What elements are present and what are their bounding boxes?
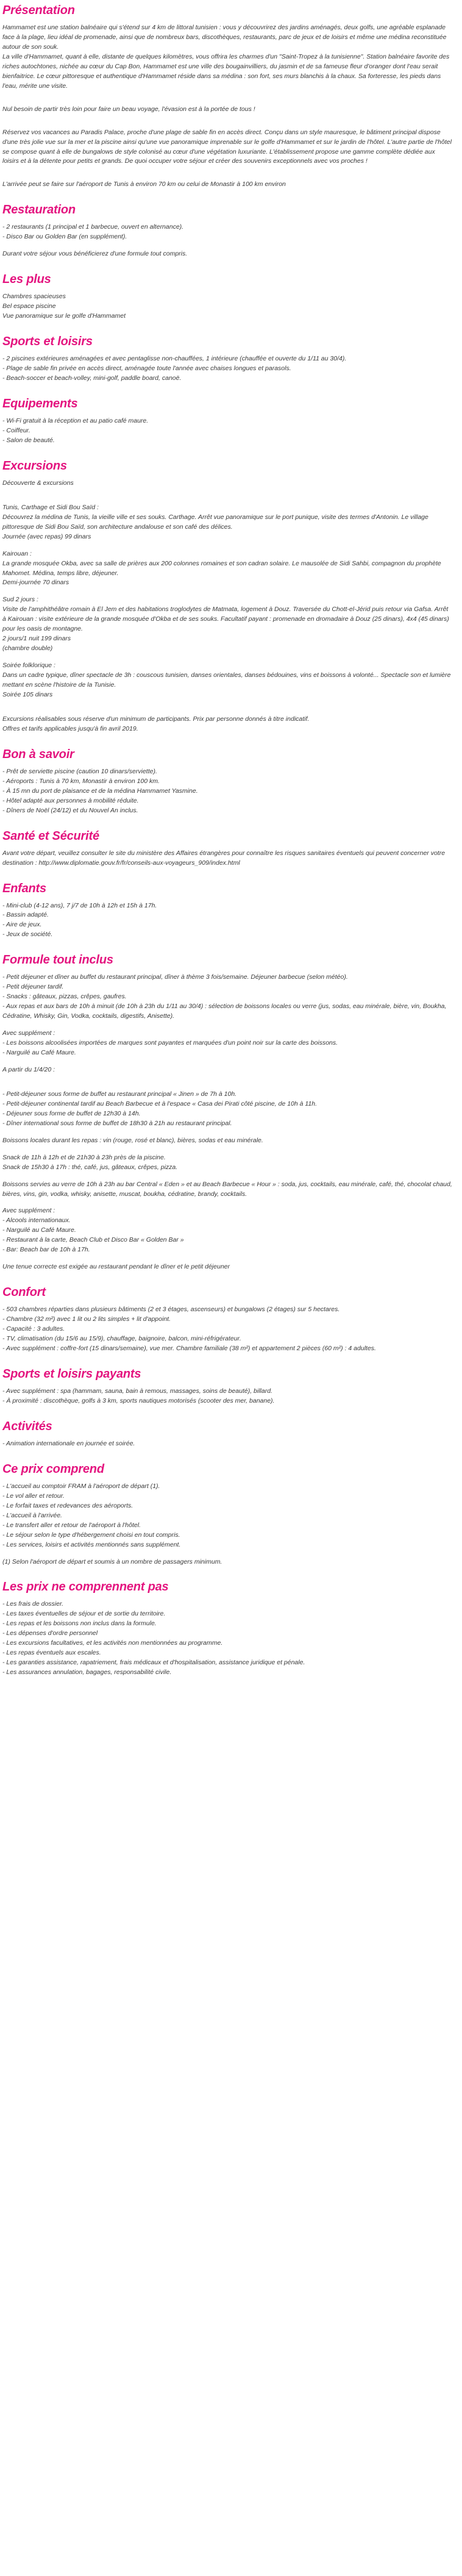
section-sports-loisirs <box>2 335 452 384</box>
section-title-confort: Confort <box>2 1286 46 1300</box>
restauration-item: - 2 restaurants (1 principal et 1 barbecue, ouvert en alternance). <box>2 223 184 231</box>
noncompris-item: - Les assurances annulation, bagages, responsabilité civile. <box>2 1669 172 1676</box>
excursion-price: Soirée 105 dinars <box>2 690 53 698</box>
noncompris-item: - Les repas éventuels aux escales. <box>2 1649 101 1657</box>
formule-item: Boissons servies au verre de 10h à 23h au bar Central « Eden » et au Beach Barbecue « Hour » : soda, jus, cocktails, eau minérale, café, thé, chocolat chaud, bières, vins, gin, vodka, whisky, anisette, muscat, boukha, cédratine, brandy, cocktails. <box>2 1180 452 1198</box>
payants-item: - À proximité : discothèque, golfs à 3 km, sports nautiques motorisés (scooter des mer, banane). <box>2 1397 275 1404</box>
section-title-presentation: Présentation <box>2 4 75 17</box>
section-title-sports-loisirs: Sports et loisirs <box>2 335 93 349</box>
enfants-item: - Aire de jeux. <box>2 921 42 929</box>
restauration-note: Durant votre séjour vous bénéficierez d'une formule tout compris. <box>2 250 188 258</box>
compris-item: - Le séjour selon le type d'hébergement choisi en tout compris. <box>2 1531 180 1539</box>
formule-item: - Petit déjeuner tardif. <box>2 983 64 991</box>
formule-item: - Restaurant à la carte, Beach Club et Disco Bar « Golden Bar » <box>2 1236 184 1244</box>
compris-item: - Les services, loisirs et activités mentionnés sans supplément. <box>2 1540 181 1548</box>
excursion-text: Mahomet. Médina, temps libre, déjeuner. <box>2 569 119 577</box>
formule-item: - Petit-déjeuner sous forme de buffet au restaurant principal « Jinen » de 7h à 10h. <box>2 1090 237 1098</box>
excursion-text: (chambre double) <box>2 645 53 653</box>
section-title-equipements: Equipements <box>2 396 78 410</box>
formule-item: Snack de 15h30 à 17h : thé, café, jus, gâteaux, crêpes, pizza. <box>2 1163 178 1171</box>
excursions-note: Offres et tarifs applicables jusqu'à fin avril 2019. <box>2 724 138 732</box>
formule-item: - Bar: Beach bar de 10h à 17h. <box>2 1246 90 1254</box>
formule-item: A partir du 1/4/20 : <box>2 1065 55 1073</box>
section-enfants <box>2 882 452 940</box>
section-equipements <box>2 397 452 446</box>
section-prix-comprend <box>2 1462 452 1567</box>
savoir-item: - Dîners de Noël (24/12) et du Nouvel An inclus. <box>2 806 138 814</box>
section-bon-a-savoir <box>2 748 452 816</box>
equipements-item: - Salon de beauté. <box>2 436 55 444</box>
noncompris-item: - Les garanties assistance, rapatriement, frais médicaux et d'hospitalisation, assistance juridique et pénale. <box>2 1659 305 1667</box>
enfants-item: - Jeux de société. <box>2 931 53 939</box>
formule-item: - Aux repas et aux bars de 10h à minuit (de 10h à 23h du 1/11 au 30/4) : sélection de boissons locales ou verre (jus, sodas, eau minérale, bière, vin, Boukha, Cédratine, Whisky, Gin, Vodka, cocktails, digestifs, Anisette). <box>2 1003 447 1020</box>
equipements-item: - Coiffeur. <box>2 426 30 434</box>
formule-item: - Snacks : gâteaux, pizzas, crêpes, gaufres. <box>2 993 127 1001</box>
sports-item: - Beach-soccer et beach-volley, mini-golf, paddle board, canoë. <box>2 374 182 382</box>
section-les-plus <box>2 273 452 321</box>
savoir-item: - Hôtel adapté aux personnes à mobilité réduite. <box>2 796 139 804</box>
presentation-paragraph: La ville d'Hammamet, quant à elle, distante de quelques kilomètres, vous offrira les charmes d'un "Saint-Tropez à la tunisienne". Station balnéaire favorite des riches autochtones, nichée au cœur du Cap Bon, Hammamet est une ville des bougainvilliers, du jasmin et de sa fameuse fleur d'oranger dont l'eau serait bienfaitrice. Le cœur pittoresque et authentique d'Hammamet réside dans sa médina : son fort, ses murs blanchis à la chaux. Sa forteresse, les pieds dans l'eau, mérite une visite. <box>2 52 450 90</box>
section-title-sante-securite: Santé et Sécurité <box>2 829 99 843</box>
noncompris-item: - Les repas et les boissons non inclus dans la formule. <box>2 1620 157 1628</box>
savoir-item: - Aéroports : Tunis à 70 km, Monastir à environ 100 km. <box>2 777 160 785</box>
activites-item: - Animation internationale en journée et soirée. <box>2 1439 135 1447</box>
formule-item: - Dîner international sous forme de buffet de 18h30 à 21h au restaurant principal. <box>2 1119 232 1127</box>
section-sante-securite <box>2 829 452 868</box>
excursion-heading: Tunis, Carthage et Sidi Bou Saïd : <box>2 503 99 511</box>
section-title-prix-comprend: Ce prix comprend <box>2 1462 104 1476</box>
section-restauration <box>2 203 452 259</box>
securite-text: Avant votre départ, veuillez consulter le site du ministère des Affaires étrangères pour connaître les risques sanitaires éventuels qui peuvent concerner votre destination : http://www.diplomatie.gouv.fr/fr/conseils-aux-voyageurs_909/index.html <box>2 849 446 867</box>
noncompris-item: - Les taxes éventuelles de séjour et de sortie du territoire. <box>2 1610 166 1618</box>
formule-item: - Narguilé au Café Maure. <box>2 1226 76 1234</box>
section-sports-payants <box>2 1367 452 1406</box>
excursion-text: Dans un cadre typique, dîner spectacle de 3h : couscous tunisien, danses orientales, danses bédouines, vins et boissons à volonté... Spectacle son et lumière <box>2 671 451 679</box>
excursion-heading: Kairouan : <box>2 549 32 557</box>
section-title-restauration: Restauration <box>2 203 76 217</box>
section-confort <box>2 1286 452 1354</box>
formule-item: - Déjeuner sous forme de buffet de 12h30 à 14h. <box>2 1109 141 1117</box>
compris-item: - L'accueil à l'arrivée. <box>2 1511 62 1519</box>
excursion-text: La grande mosquée Okba, avec sa salle de prières aux 200 colonnes romaines et son cadran solaire. Le mausolée de Sidi Sahbi, compagnon du prophète <box>2 559 441 567</box>
noncompris-item: - Les excursions facultatives, et les activités non mentionnées au programme. <box>2 1639 223 1647</box>
sports-item: - 2 piscines extérieures aménagées et avec pentaglisse non-chauffées, 1 intérieure (chauffée et ouverte du 1/11 au 30/4). <box>2 355 347 363</box>
sports-item: - Plage de sable fin privée en accès direct, aménagée toute l'année avec chaises longues et parasols. <box>2 365 291 373</box>
section-activites <box>2 1420 452 1449</box>
section-title-excursions: Excursions <box>2 459 67 473</box>
enfants-item: - Mini-club (4-12 ans), 7 j/7 de 10h à 12h et 15h à 17h. <box>2 901 157 909</box>
enfants-item: - Bassin adapté. <box>2 911 49 919</box>
excursion-heading: Sud 2 jours : <box>2 596 38 604</box>
excursion-price: Demi-journée 70 dinars <box>2 579 69 587</box>
les-plus-item: Chambres spacieuses <box>2 293 66 301</box>
restauration-item: - Disco Bar ou Golden Bar (en supplément). <box>2 233 127 241</box>
formule-item: - Les boissons alcoolisées importées de marques sont payantes et marquées d'un point noir sur la carte des boissons. <box>2 1039 338 1047</box>
presentation-paragraph: Réservez vos vacances au Paradis Palace, proche d'une plage de sable fin en accès direct. Conçu dans un style mauresque, le bâtiment principal dispose d'une très jolie vue sur la mer et la piscine ainsi qu'une vue panoramique imprenable sur le golfe d'Hammamet et sur le jardin de l'hôtel. L'autre partie de l'hôtel se compose quant à elle de bungalows de style colonisé au cœur d'une végétation luxuriante. L'établissement propose une gamme complète dédiée aux loisirs et à la détente pour petits et grands. De quoi occuper votre séjour et créer des souvenirs exceptionnels avec vos proches ! <box>2 128 452 165</box>
section-excursions <box>2 459 452 734</box>
section-title-enfants: Enfants <box>2 881 46 895</box>
formule-item: Boissons locales durant les repas : vin (rouge, rosé et blanc), bières, sodas et eau minérale. <box>2 1136 263 1144</box>
formule-item: - Petit déjeuner et dîner au buffet du restaurant principal, dîner à thème 3 fois/semaine. Déjeuner barbecue (selon météo). <box>2 973 348 981</box>
presentation-paragraph: Hammamet est une station balnéaire qui s'étend sur 4 km de littoral tunisien : vous y découvrirez des jardins aménagés, deux golfs, une agréable esplanade face à la plage, lieu idéal de promenade, ainsi que de nombreux bars, discothèques, restaurants, parc de jeux et de loisirs et même une médina reconstituée autour de son souk. <box>2 24 447 51</box>
section-title-bon-a-savoir: Bon à savoir <box>2 747 74 761</box>
section-title-formule: Formule tout inclus <box>2 953 113 967</box>
presentation-paragraph: Nul besoin de partir très loin pour faire un beau voyage, l'évasion est à la portée de tous ! <box>2 105 255 113</box>
excursion-text: Visite de l'amphithéâtre romain à El Jem et des habitations troglodytes de Matmata, logement à Douz. Traversée du Chott-el-Jérid puis retour via Gafsa. Arrêt à Kairouan : visite extérieure de la grande mosquée d'Okba et de ses souks. Facultatif payant : promenade en dromadaire à Douz (25 dinars), 4x4 (45 dinars) pour les oasis de montagne. <box>2 606 449 633</box>
compris-item: - L'accueil au comptoir FRAM à l'aéroport de départ (1). <box>2 1482 160 1490</box>
les-plus-item: Vue panoramique sur le golfe d'Hammamet <box>2 312 126 320</box>
confort-item: - Avec supplément : coffre-fort (15 dinars/semaine), vue mer. Chambre familiale (38 m²) et appartement 2 pièces (60 m²) : 4 adultes. <box>2 1345 376 1353</box>
section-presentation <box>2 4 452 190</box>
compris-note: (1) Selon l'aéroport de départ et soumis à un nombre de passagers minimum. <box>2 1558 222 1565</box>
compris-item: - Le vol aller et retour. <box>2 1492 65 1500</box>
section-title-non-compris: Les prix ne comprennent pas <box>2 1580 169 1594</box>
noncompris-item: - Les dépenses d'ordre personnel <box>2 1630 98 1637</box>
formule-item: - Alcools internationaux. <box>2 1217 71 1225</box>
formule-item: Snack de 11h à 12h et de 21h30 à 23h près de la piscine. <box>2 1153 166 1161</box>
savoir-item: - À 15 mn du port de plaisance et de la médina Hammamet Yasmine. <box>2 787 198 795</box>
compris-item: - Le forfait taxes et redevances des aéroports. <box>2 1501 133 1509</box>
confort-item: - Chambre (32 m²) avec 1 lit ou 2 lits simples + lit d'appoint. <box>2 1315 171 1323</box>
noncompris-item: - Les frais de dossier. <box>2 1600 63 1608</box>
section-formule-tout-inclus <box>2 953 452 1272</box>
confort-item: - 503 chambres réparties dans plusieurs bâtiments (2 et 3 étages, ascenseurs) et bungalows (2 étages) sur 5 hectares. <box>2 1306 340 1314</box>
excursion-heading: Soirée folklorique : <box>2 662 55 670</box>
confort-item: - Capacité : 3 adultes. <box>2 1325 65 1333</box>
excursion-price: Journée (avec repas) 99 dinars <box>2 532 91 540</box>
excursion-text: Découvrez la médina de Tunis, la vieille ville et ses souks. Carthage. Arrêt vue panoramique sur le port punique, visite des termes d'Antonin. Le village pittoresque de Sidi Bou Saïd, son architecture andalouse et son café des délices. <box>2 513 428 531</box>
section-prix-ne-comprennent-pas <box>2 1580 452 1678</box>
presentation-paragraph: L'arrivée peut se faire sur l'aéroport de Tunis à environ 70 km ou celui de Monastir à 100 km environ <box>2 181 286 188</box>
equipements-item: - Wi-Fi gratuit à la réception et au patio café maure. <box>2 417 149 424</box>
section-title-sports-payants: Sports et loisirs payants <box>2 1367 141 1381</box>
section-title-les-plus: Les plus <box>2 273 51 287</box>
formule-item: Avec supplément : <box>2 1029 55 1037</box>
formule-item: - Petit-déjeuner continental tardif au Beach Barbecue et à l'espace « Casa dei Pirati côté piscine, de 10h à 11h. <box>2 1100 318 1107</box>
section-title-activites: Activités <box>2 1419 52 1433</box>
formule-item: Une tenue correcte est exigée au restaurant pendant le dîner et le petit déjeuner <box>2 1263 230 1271</box>
formule-item: - Narguilé au Café Maure. <box>2 1049 76 1056</box>
excursion-price: 2 jours/1 nuit 199 dinars <box>2 635 71 643</box>
excursions-note: Excursions réalisables sous réserve d'un minimum de participants. Prix par personne donnés à titre indicatif. <box>2 715 310 723</box>
compris-item: - Le transfert aller et retour de l'aéroport à l'hôtel. <box>2 1521 141 1529</box>
excursions-intro: Découverte & excursions <box>2 479 74 487</box>
excursion-text: mettant en scène l'histoire de la Tunisie. <box>2 681 116 689</box>
confort-item: - TV, climatisation (du 15/6 au 15/9), chauffage, baignoire, balcon, mini-réfrigérateur. <box>2 1335 241 1343</box>
formule-item: Avec supplément : <box>2 1207 55 1215</box>
savoir-item: - Prêt de serviette piscine (caution 10 dinars/serviette). <box>2 767 157 775</box>
payants-item: - Avec supplément : spa (hammam, sauna, bain à remous, massages, soins de beauté), billard. <box>2 1387 272 1395</box>
les-plus-item: Bel espace piscine <box>2 302 56 310</box>
